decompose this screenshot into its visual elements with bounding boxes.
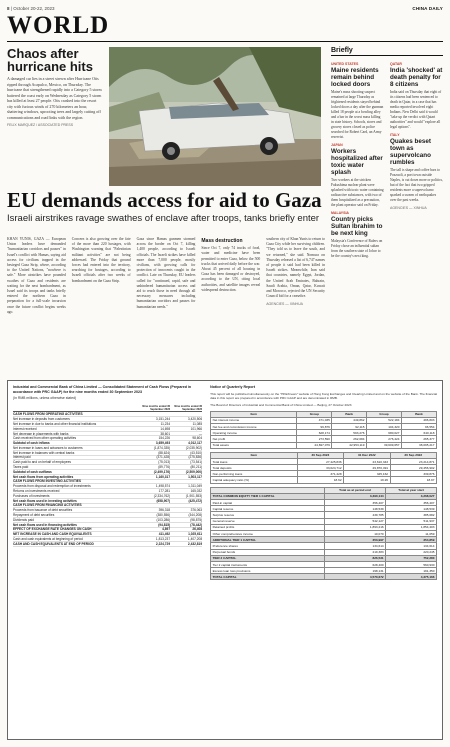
row-value: 165,032 [190,489,203,494]
row-value: 44,697,079 [297,442,332,448]
row-value: (371,428) [156,455,171,460]
row-value: 4,570,672 [324,574,385,580]
row-value: 339,876 [390,471,436,477]
main-story [7,237,325,315]
row-value: (344,208) [188,513,203,518]
row-value: 11,059 [386,530,437,536]
brief-headline: Maine residents remain behind locked doors [331,67,379,88]
row-value: 628,400 [324,561,385,567]
row-label: Retained profits [211,524,325,530]
row-value: 148,539 [324,506,385,512]
row-label: Subtotal of cash inflows [13,441,50,446]
row-value: 376,063 [190,508,203,513]
row-value: 1,893,216 [324,524,385,530]
row-label: CASH AND CASH EQUIVALENTS AT END OF PERIOD [13,541,94,546]
row-value: 104,320 [366,423,401,429]
row-value: (98,875) [190,517,203,522]
row-label: Perpetual bonds [211,549,325,555]
row-value: 439,785 [324,512,385,518]
row-value: (78,442) [190,522,203,527]
story-column [7,237,66,315]
row-value: 385,682 [386,512,437,518]
row-value: 38,601 [160,431,171,436]
row-label: Excess loan loss provisions [211,568,325,574]
row-value: 680,027 [366,430,401,436]
column-header: Total at year start [386,487,437,493]
row-value: (2,035,902) [185,445,203,450]
row-value: (275,836) [188,455,203,460]
statement-title: Industrial and Commercial Bank of China Limited — Consolidated Statement of Cash Flows (Prepared in accordance with PRC GAAP) for the nine months ended 30 September 2023 [13,385,192,394]
table-row [211,477,437,483]
row-label: Taxes paid [13,465,29,470]
row-value: 10,070 [324,530,385,536]
row-value: 18.97 [390,477,436,483]
row-value: 191,350 [386,568,437,574]
table-header-row [13,404,202,412]
row-value: 4,375,166 [386,574,437,580]
row-value: 449,862 [332,417,367,423]
row-label: CASH FLOWS FROM INVESTING ACTIVITIES [13,479,82,484]
row-value: 29,870,491 [344,465,390,471]
row-label: EFFECT OF EXCHANGE RATE CHANGES ON CASH [13,527,92,532]
row-value: 1,813,237 [155,537,171,542]
row-value: 345,162 [344,471,390,477]
row-value: 273,590 [297,436,332,442]
row-label: Returns on investments received [13,489,60,494]
row-value: (75,013) [158,460,171,465]
brief-item [331,211,384,259]
row-label: Repayment of debt securities [13,513,55,518]
story-column [266,237,325,315]
hurricane-photo [109,47,321,186]
row-label: Net decrease in placements with banks [13,431,69,436]
row-value: 640,118 [401,430,436,436]
brief-kicker: QATAR [390,62,402,66]
row-value: 560,930 [386,561,437,567]
row-label: CASH FLOWS FROM OPERATING ACTIVITIES [13,412,83,417]
haiti-body: A damaged car lies in a street strewn after Hurricane Otis ripped through Acapulco, Mexico, on Thursday. The hurricane that strengthened rapidly into a Category 5 storm battered the coast early on Wednesday as Category 5 storm has killed at least 27 people. Otis crashed into the resort city with furious winds of 270 kilometers an hour, shattering windows, uprooting trees and largely cutting off communications and road links with the region. [7,76,102,120]
row-value: 511,937 [386,518,437,524]
row-label: TIER 2 CAPITAL [211,555,325,561]
row-label: Interest received [13,426,37,431]
column-header: Item [211,411,297,417]
section-title: WORLD [7,12,110,39]
row-value: 1,854,403 [386,524,437,530]
row-value: 98,604 [192,436,203,441]
row-value: (380,556) [156,513,171,518]
brief-kicker: ITALY [390,133,400,137]
row-label: Interest paid [13,455,31,460]
story-column [201,237,260,315]
row-label: Cash paid to and on behalf of employees [13,460,71,465]
row-value: 38,095,217 [401,442,436,448]
row-value: 27,425,836 [297,458,343,464]
column-header: Bank [332,411,367,417]
column-header: Nine months ended 30 September 2023 [142,404,171,411]
brief-item [390,62,443,130]
row-label: Paid-in capital [211,500,325,506]
brand-name: CHINA DAILY [412,5,443,11]
row-value: 371,428 [297,471,343,477]
brief-headline: India 'shocked' at death penalty for 8 citizens [390,67,443,88]
row-value: 42,953,119 [332,442,367,448]
row-value: 2,224,729 [155,541,171,546]
row-label: Proceeds from disposal and redemption of investments [13,484,91,489]
row-value: 101,966 [190,426,203,431]
table-row [13,542,202,547]
story-byline: AGENCIES — XINHUA [266,302,303,307]
row-label: Net cash flows used in financing activities [13,522,77,527]
column-header: Group [366,411,401,417]
row-value: 134,614 [324,543,385,549]
brief-item [331,143,384,208]
row-label: Net increase in due to banks and other financial institutions [13,421,97,426]
row-value: 11,234 [160,421,171,426]
notice-paragraph: This report will be published simultaneously on the "HKEXnews" website of Hong Kong Exchanges and Clearing Limited and on the website of the Bank. The financial data in this report are prepared in accordance with PRC GAAP and are denominated in RMB. [210,392,438,401]
column-header: Item [211,452,298,458]
brief-text: Two workers at the stricken Fukushima nuclear plant were splashed with toxic water containing radioactive substances, with two of them hospitalized as a precaution, the plant operator said on Friday. [331,178,384,207]
row-value: (80,211) [190,465,203,470]
capital-table [210,487,437,581]
photo-credit: FELIX MARQUEZ / ASSOCIATED PRESS [7,123,74,127]
row-value: 356,407 [324,500,385,506]
brief-kicker: MALAYSIA [331,211,349,215]
financial-notice [7,380,443,740]
row-value: 92,115 [332,423,367,429]
main-headline: EU demands access for aid to Gaza [7,188,322,212]
row-label: Operating income [211,430,297,436]
haiti-story [7,47,103,127]
row-value: 198,131 [324,568,385,574]
story-text: southern city of Khan Yunis to return to Gaza City while her surviving children. "They told us to leave the south, and we returned," she said. Nomura on Thursday released a list of 6,747 names of people it said had been killed in Israeli strikes. Meanwhile, Iran said that countries, namely Egypt, Jordan, the United Arab Emirates, Bahrain, Saudi Arabia, Oman, Qatar, Kuwait and Morocco, rejected the UN Security Council bid for a ceasefire. [266,237,325,299]
row-value: 96,554 [401,423,436,429]
row-value: 99,876 [297,423,332,429]
row-value: 3,659,493 [155,441,171,446]
quarterly-report-notice [210,385,437,735]
brief-headline: Workers hospitalized after toxic water splash [331,148,383,176]
row-value: 356,407 [386,500,437,506]
story-subhead: Mass destruction [201,238,243,244]
row-value: 593,276 [332,430,367,436]
row-value: 33,024,712 [297,465,343,471]
row-label: Tier 2 capital instruments [211,561,325,567]
key-figures-table [210,411,437,449]
brief-text: India said on Thursday that eight of its citizens had been sentenced to death in Qatar, in a case that has media reported involved eight Indians. New Delhi said it would "take up the verdict with Qatari authorities" and would "explore all legal options". [390,90,442,129]
row-value: 496,803 [401,417,436,423]
column-header: Nine months ended 30 September 2022 [174,404,203,411]
row-value: 3,390,144 [324,493,385,499]
brief-text: The tall is shape and coffee bars to Pozzuoli, a port town outside Naples, is cut down more or politics, but of the fact that two gripped residents more a supervolcano sparked a swarm of earthquakes over the past weeks. [390,168,443,202]
row-value: 826,531 [324,555,385,561]
story-text: Gaza since Hamas gunmen stormed across the border on Oct 7, killing 1,400 people, according to Israeli officials. The Israeli strikes have killed more than 7,000 people, mostly civilians, with growing calls for protection of innocents caught in the conflict. Late on Thursday, EU leaders called for "continued, rapid, safe and unhindered humanitarian access and aid to reach those in need through all necessary measures including humanitarian corridors and pauses for humanitarian needs." [136,237,196,309]
table-row [211,442,437,448]
row-value: 154,226 [158,436,171,441]
row-value: (103,286) [156,517,171,522]
cash-flow-table [13,404,202,546]
row-label: Purchases of investments [13,493,50,498]
row-value: 11,085 [192,421,203,426]
row-label: Capital adequacy ratio (%) [211,477,298,483]
row-label: CASH FLOWS FROM FINANCING ACTIVITIES [13,503,82,508]
row-value: 177,281 [158,489,171,494]
notice-title: Notice of Quarterly Report [210,385,256,389]
row-value: (2,509,000) [185,469,203,474]
row-label: Dividends paid [13,517,34,522]
row-label: Net interest income [211,417,297,423]
row-value: 1,407,208 [187,537,203,542]
brief-headline: Quakes beset town as supervolcano rumbles [390,138,431,166]
briefly-col-left [331,59,384,259]
row-label: Non-performing loans [211,471,298,477]
page-header [7,4,443,12]
story-text: Concern is also growing over the fate of the more than 220 hostages, with Washington warning that "Palestinian militant activities" are not being addressed. The Friday that ground forces had entered into the territory, searching for hostages, according to Israeli officials after two weeks of bombardment on the Gaza Strip. [71,237,131,283]
briefly-agencies: AGENCIES — XINHUA [390,206,427,210]
row-value: 19.26 [344,477,390,483]
row-value: 18.62 [297,477,343,483]
row-value: (73,541) [190,460,203,465]
column-header: 30 Sep 2023 [297,452,343,458]
row-value: (88,624) [158,450,171,455]
row-label: TOTAL COMMON EQUITY TIER 1 CAPITAL [211,493,325,499]
column-header: 30 Sep 2022 [390,452,436,458]
brief-text: Maine's mass shooting suspect remained at large Thursday as frightened residents stayed behind locked doors a day after the gunman killed 18 people at a bowling alley and a bar in the worst mass killing in state history. Schools, stores and grocery stores closed as police searched for Robert Card, an Army reservist. [331,90,384,139]
row-value: 3,268,027 [386,493,437,499]
row-value: 23,610,343 [344,458,390,464]
row-label: Net increase in deposits from customers [13,417,70,422]
notice-signature: The Board of Directors of Industrial and Commercial Bank of China Limited — Beijing, 27 October 2023 [210,403,352,408]
page-date-line: 8 | October 20-22, 2023 [7,5,55,11]
balance-table [210,452,437,484]
row-value: 4,012,117 [188,441,203,446]
row-value: 522,184 [366,417,401,423]
row-value: 353,997 [324,537,385,543]
row-value: (43,510) [190,450,203,455]
row-value: 471,035 [297,417,332,423]
row-value: 265,377 [401,436,436,442]
row-label: TOTAL CAPITAL [211,574,325,580]
briefly-col-right [390,59,443,259]
row-label: Subtotal of cash outflows [13,469,52,474]
row-value: 3,151,244 [155,417,171,422]
page-number: 8 [7,5,10,11]
row-value: 628,174 [297,430,332,436]
row-value: 220,245 [386,549,437,555]
row-label: Surplus reserve [211,512,325,518]
row-value: (658,907) [156,498,171,503]
brief-item [390,133,443,203]
story-text: KHAN YUNIS, GAZA — European Union leaders have demanded "humanitarian corridors and pauses" in Israel's conflict with Hamas, saying aid access for civilians trapped in the besieged Gaza Strip, where, according to the United Nations, "nowhere is safe." More airstrikes have pounded swathes of Gaza and residents are waiting for the next bombardment, as Israel said its troops and tanks briefly entered the northern Gaza in preparation for a full-scale incursion once the future conflict begins weeks ago. [7,237,66,314]
row-label: Total deposits [211,465,298,471]
table-row [211,574,437,580]
row-label: Cash received from other operating activities [13,436,77,441]
row-value: 26,408 [192,527,203,532]
briefly-column [331,47,443,259]
row-value: 542,127 [324,518,385,524]
brief-kicker: UNITED STATES [331,62,359,66]
row-label: Capital reserve [211,506,325,512]
row-value: (425,472) [188,498,203,503]
row-value: 262,084 [332,436,367,442]
row-value: 148,539 [386,506,437,512]
row-label: ADDITIONAL TIER 1 CAPITAL [211,537,325,543]
row-value: 14,698 [160,426,171,431]
row-value: 1,503,117 [188,474,203,479]
row-value: 23,214,871 [390,458,436,464]
row-value: (89,776) [158,465,171,470]
row-label: Net cash flows used in investing activities [13,498,77,503]
briefly-title: Briefly [331,47,443,56]
brief-text: Malaysia's Conference of Rulers on Friday chose an influential sultan from the southern state of Johor to be the country's next king. [331,239,383,258]
row-label: Proceeds from issuance of debt securities [13,508,73,513]
row-label: Cash and cash equivalents at beginning of period [13,537,83,542]
row-value: 1,311,049 [188,484,203,489]
row-value: 3,420,506 [187,417,203,422]
story-text: Since Oct 7, only 74 trucks of food, water and medicine have been permitted to enter Gaza, below the 500 trucks that arrived daily before the war. About 45 percent of all housing in Gaza has been damaged or destroyed, according to the UN, citing local authorities, and satellite images reveal widespread destruction. [201,246,261,292]
row-value: 396,318 [158,508,171,513]
brief-kicker: JAPAN [331,143,343,147]
row-label: Total loans [211,458,298,464]
row-label: General reserve [211,518,325,524]
row-value: 1,160,317 [155,474,171,479]
row-value: 134,614 [386,543,437,549]
row-value: 354,859 [386,537,437,543]
row-label: NET INCREASE IN CASH AND CASH EQUIVALENTS [13,532,92,537]
row-value: (2,499,176) [153,469,171,474]
row-value: (1,901,553) [185,493,203,498]
issue-date: October 20-22, 2023 [13,5,55,11]
column-header: Bank [401,411,436,417]
row-value: 2,432,819 [187,541,203,546]
main-deck: Israeli airstrikes ravage swathes of enclave after troops, tanks briefly enter [7,213,320,224]
row-value: 29,456,902 [390,465,436,471]
row-label: Other comprehensive income [211,530,325,536]
row-label: Net increase in balances with central banks [13,450,75,455]
story-column [137,237,196,315]
row-value: (2,334,762) [153,493,171,498]
story-column [72,237,131,315]
brief-item [331,62,384,140]
row-label: Total assets [211,442,297,448]
statement-subtitle: (In RMB millions, unless otherwise stated) [13,396,77,400]
row-label: Net cash flows from operating activities [13,474,74,479]
haiti-headline: Chaos after hurricane hits [7,46,93,74]
brief-headline: Country picks Sultan Ibrahim to be next king [331,216,383,237]
row-label: Net increase in loans and advances to customers [13,445,83,450]
row-label: Net fee and commission income [211,423,297,429]
row-value: 1,025,611 [188,532,203,537]
row-value: — [198,431,203,436]
row-value: 276,424 [366,436,401,442]
row-value: (1,874,335) [153,445,171,450]
column-header: 31 Dec 2022 [344,452,390,458]
row-value: 39,609,657 [366,442,401,448]
row-label: Preference shares [211,543,325,549]
row-label: Net profit [211,436,297,442]
row-value: 752,280 [386,555,437,561]
row-value: (94,815) [158,522,171,527]
section-rule [7,41,443,42]
column-header: Group [297,411,332,417]
column-header: Total as at period end [324,487,385,493]
row-value: 219,383 [324,549,385,555]
row-value: 1,498,574 [155,484,171,489]
row-value: 4,897 [162,527,171,532]
row-value: 411,492 [158,532,171,537]
cash-flow-statement [13,385,202,735]
